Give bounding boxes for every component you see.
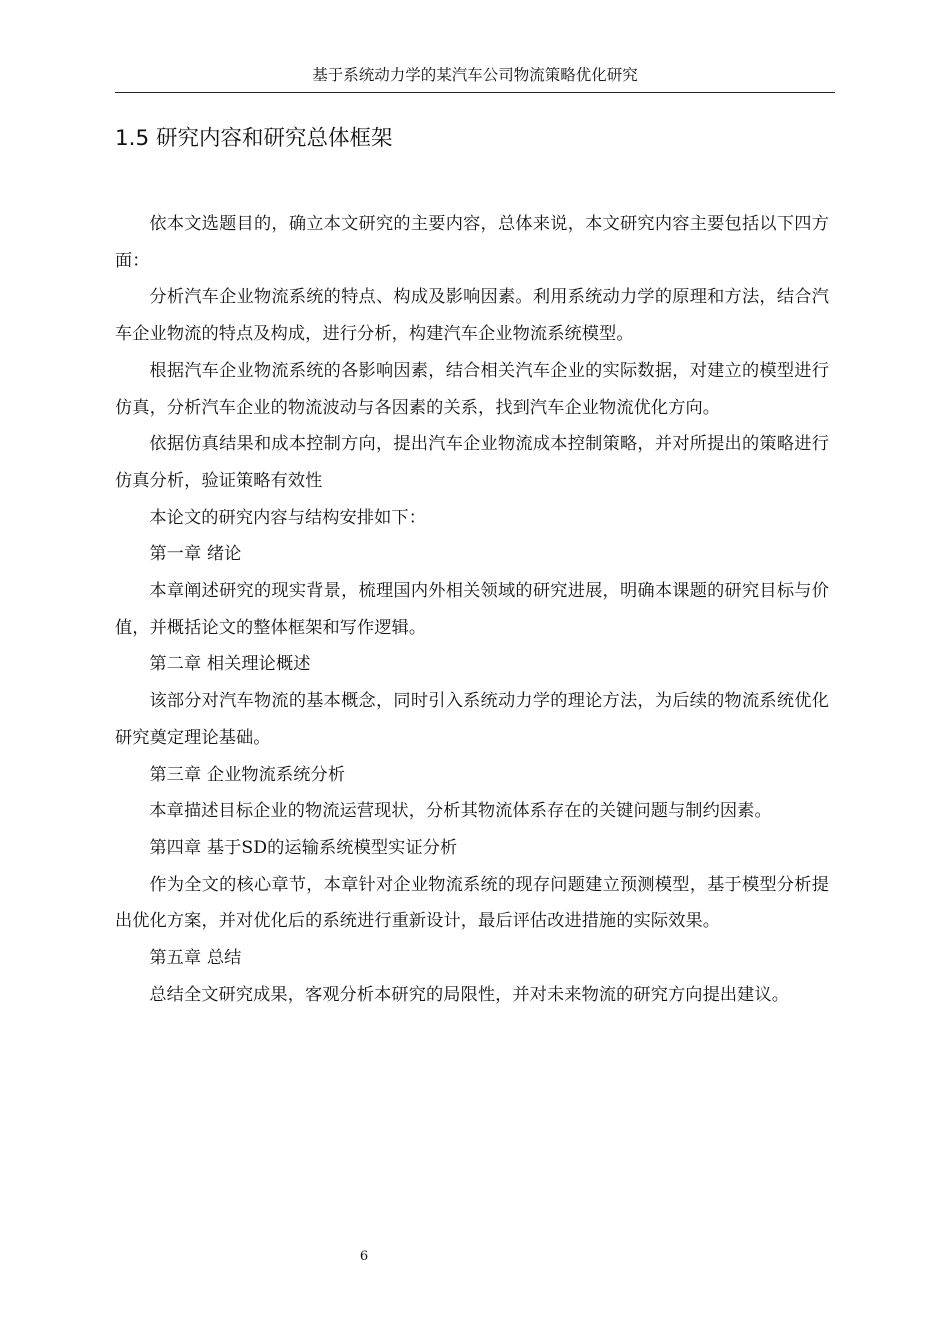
chapter-2-desc: 该部分对汽车物流的基本概念，同时引入系统动力学的理论方法，为后续的物流系统优化研究奠定理论基础。 (115, 691, 829, 748)
chapter-4-title: 第四章 基于SD的运输系统模型实证分析 (149, 837, 458, 858)
section-heading: 1.5 研究内容和研究总体框架 (115, 126, 393, 151)
page-number: 6 (359, 1249, 369, 1264)
chapter-4-desc: 作为全文的核心章节，本章针对企业物流系统的现存问题建立预测模型，基于模型分析提出优化方案，并对优化后的系统进行重新设计，最后评估改进措施的实际效果。 (115, 874, 829, 932)
body-text (115, 206, 829, 1013)
paragraph-item-1: 分析汽车企业物流系统的特点、构成及影响因素。利用系统动力学的原理和方法，结合汽车企业物流的特点及构成，进行分析，构建汽车企业物流系统模型。 (115, 287, 829, 345)
paragraph-intro: 依本文选题目的，确立本文研究的主要内容，总体来说，本文研究内容主要包括以下四方面： (115, 214, 829, 271)
paragraph-item-3: 依据仿真结果和成本控制方向，提出汽车企业物流成本控制策略，并对所提出的策略进行仿真分析，验证策略有效性 (115, 434, 829, 491)
chapter-1-desc: 本章阐述研究的现实背景，梳理国内外相关领域的研究进展，明确本课题的研究目标与价值，并概括论文的整体框架和写作逻辑。 (115, 581, 829, 638)
chapter-3-desc: 本章描述目标企业的物流运营现状，分析其物流体系存在的关键问题与制约因素。 (149, 801, 772, 822)
paragraph-structure-intro: 本论文的研究内容与结构安排如下： (149, 507, 426, 528)
paragraph-item-2: 根据汽车企业物流系统的各影响因素，结合相关汽车企业的实际数据，对建立的模型进行仿真，分析汽车企业的物流波动与各因素的关系，找到汽车企业物流优化方向。 (115, 360, 829, 418)
chapter-5-desc: 总结全文研究成果，客观分析本研究的局限性，并对未来物流的研究方向提出建议。 (149, 984, 790, 1005)
chapter-2-title: 第二章 相关理论概述 (149, 654, 311, 675)
chapter-5-title: 第五章 总结 (149, 948, 242, 969)
chapter-1-title: 第一章 绪论 (149, 544, 242, 565)
running-header: 基于系统动力学的某汽车公司物流策略优化研究 (115, 64, 835, 93)
chapter-3-title: 第三章 企业物流系统分析 (149, 764, 346, 785)
